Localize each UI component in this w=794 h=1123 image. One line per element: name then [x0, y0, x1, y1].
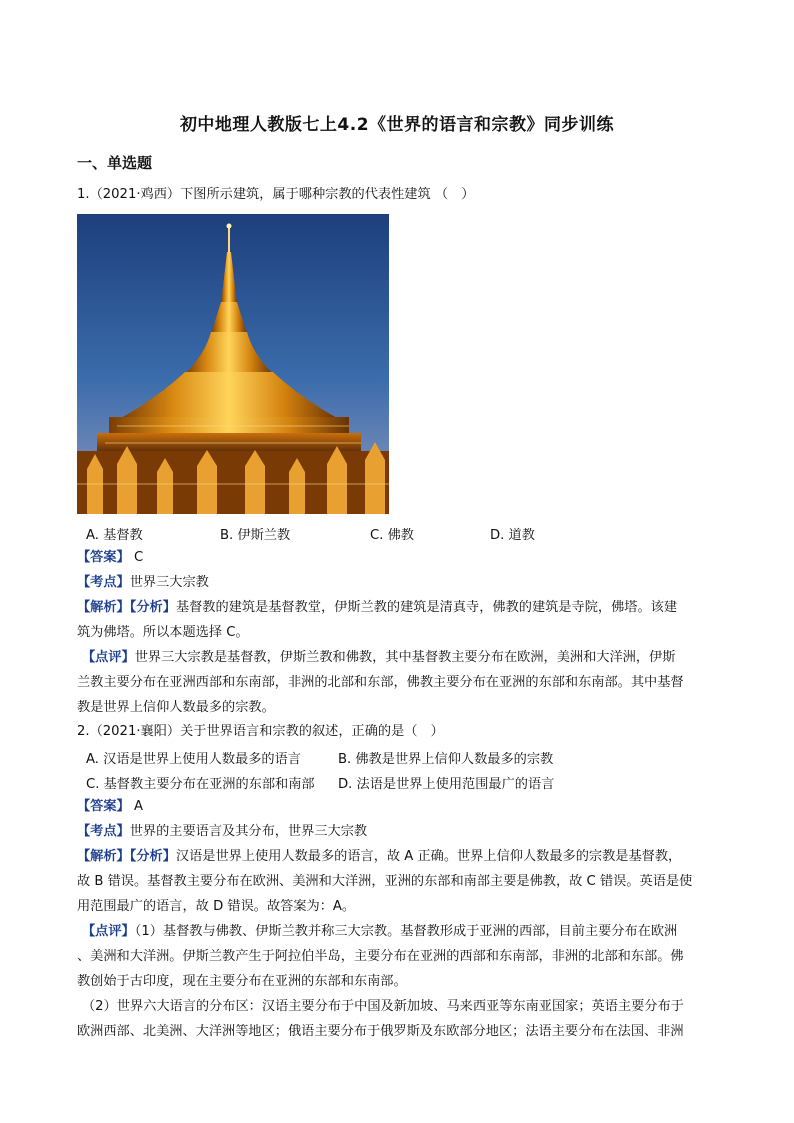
q1-kaodian	[77, 574, 209, 592]
q1-jiexi	[77, 599, 677, 617]
q2-dianping-part2: （2）世界六大语言的分布区：汉语主要分布于中国及新加坡、马来西亚等东南亚国家；英语主要分布于	[82, 999, 684, 1014]
q1-jiexi-cont: 筑为佛塔。所以本题选择 C。	[77, 625, 249, 640]
q2-dianping	[82, 923, 677, 941]
dianping-text: （1）基督教与佛教、伊斯兰教并称三大宗教。基督教形成于亚洲的西部，目前主要分布在欧洲	[134, 924, 678, 939]
q1-option-c: C. 佛教	[370, 528, 414, 543]
jiexi-text: 基督教的建筑是基督教堂，伊斯兰教的建筑是清真寺，佛教的建筑是寺院，佛塔。该建	[175, 600, 678, 615]
jiexi-label: 【解析】【分析】	[77, 849, 176, 864]
q2-jiexi	[77, 848, 681, 866]
dianping-label: 【点评】	[82, 924, 135, 939]
jiexi-label: 【解析】【分析】	[77, 600, 176, 615]
q1-dianping-cont: 兰教主要分布在亚洲西部和东南部，非洲的北部和东部，佛教主要分布在亚洲的东部和东南部。其中基督	[77, 675, 684, 690]
answer-value: A	[129, 799, 143, 814]
answer-label: 【答案】	[77, 799, 130, 814]
section-heading: 一、单选题	[77, 154, 153, 172]
q2-option-d: D. 法语是世界上使用范围最广的语言	[338, 777, 555, 792]
q2-dianping-cont2: 教创始于古印度，现在主要分布在亚洲的东部和东南部。	[77, 974, 407, 989]
q2-jiexi-cont2: 用范围最广的语言，故 D 错误。故答案为：A。	[77, 899, 356, 914]
q1-dianping-cont2: 教是世界上信仰人数最多的宗教。	[77, 700, 275, 715]
q2-stem: 2.（2021·襄阳）关于世界语言和宗教的叙述，正确的是（ ）	[77, 724, 444, 739]
pagoda-photo	[77, 214, 389, 514]
q1-answer	[77, 549, 143, 567]
answer-label: 【答案】	[77, 550, 130, 565]
kaodian-text: 世界三大宗教	[129, 575, 209, 590]
kaodian-label: 【考点】	[77, 824, 130, 839]
q2-option-c: C. 基督教主要分布在亚洲的东部和南部	[86, 777, 315, 792]
jiexi-text: 汉语是世界上使用人数最多的语言，故 A 正确。世界上信仰人数最多的宗教是基督教，	[175, 849, 682, 864]
q2-option-a: A. 汉语是世界上使用人数最多的语言	[86, 752, 301, 767]
dianping-text: 世界三大宗教是基督教，伊斯兰教和佛教，其中基督教主要分布在欧洲，美洲和大洋洲，伊斯	[134, 650, 676, 665]
q1-option-a: A. 基督教	[86, 528, 143, 543]
q2-dianping-cont: 、美洲和大洋洲。伊斯兰教产生于阿拉伯半岛，主要分布在亚洲的西部和东南部，非洲的北部和东部。佛	[77, 949, 684, 964]
q1-option-d: D. 道教	[490, 528, 535, 543]
answer-value: C	[129, 550, 144, 565]
dianping-label: 【点评】	[82, 650, 135, 665]
kaodian-label: 【考点】	[77, 575, 130, 590]
q1-dianping	[82, 649, 675, 667]
q2-option-b: B. 佛教是世界上信仰人数最多的宗教	[338, 752, 554, 767]
q2-kaodian	[77, 823, 367, 841]
q2-dianping-part2-cont: 欧洲西部、北美洲、大洋洲等地区；俄语主要分布于俄罗斯及东欧部分地区；法语主要分布在法国、非洲	[77, 1024, 684, 1039]
q2-jiexi-cont: 故 B 错误。基督教主要分布在欧洲、美洲和大洋洲，亚洲的东部和南部主要是佛教，故 C 错误。英语是使	[77, 874, 693, 889]
q1-stem: 1.（2021·鸡西）下图所示建筑，属于哪种宗教的代表性建筑 （ ）	[77, 187, 475, 202]
q2-answer	[77, 798, 143, 816]
page-title: 初中地理人教版七上4.2《世界的语言和宗教》同步训练	[179, 115, 615, 135]
kaodian-text: 世界的主要语言及其分布，世界三大宗教	[129, 824, 368, 839]
q1-option-b: B. 伊斯兰教	[220, 528, 291, 543]
